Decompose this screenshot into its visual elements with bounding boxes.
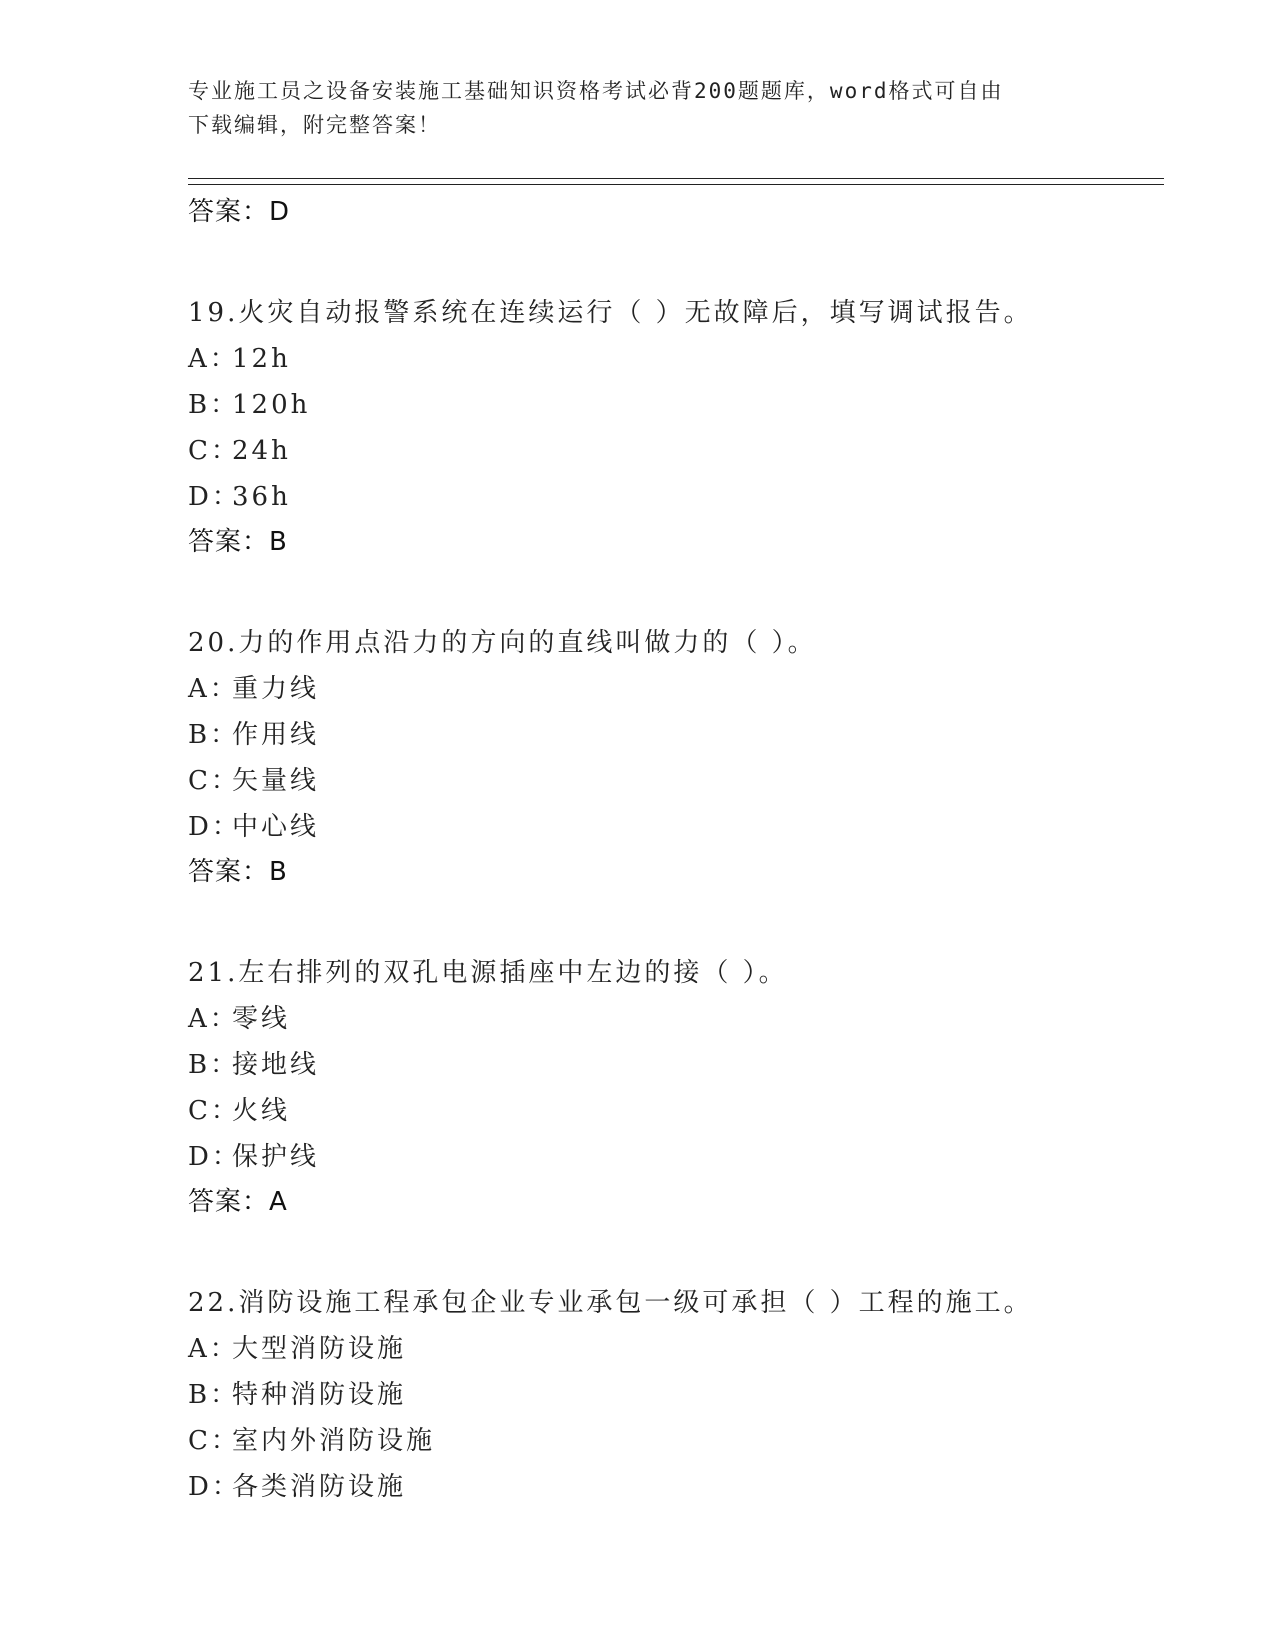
option-key: D： [188, 1472, 241, 1502]
option-text: 室内外消防设施 [232, 1426, 436, 1456]
option-b [188, 1042, 1164, 1088]
document-header [188, 74, 1088, 142]
question-item [188, 1280, 1164, 1510]
option-d [188, 1134, 1164, 1180]
option-key: C： [188, 766, 240, 796]
spacer [188, 564, 1164, 620]
option-c [188, 1088, 1164, 1134]
option-d [188, 804, 1164, 850]
option-text: 特种消防设施 [232, 1380, 407, 1410]
answer-line: 答案：A [188, 1187, 288, 1217]
option-key: A： [188, 344, 239, 374]
option-text: 12h [232, 344, 291, 374]
option-key: C： [188, 1426, 240, 1456]
option-b [188, 712, 1164, 758]
option-text: 重力线 [232, 674, 320, 704]
option-a [188, 1326, 1164, 1372]
question-list [188, 190, 1164, 1510]
answer-line: 答案：B [188, 857, 288, 887]
spacer [188, 894, 1164, 950]
option-key: B： [188, 1380, 240, 1410]
option-text: 保护线 [232, 1142, 320, 1172]
option-key: D： [188, 812, 241, 842]
option-text: 中心线 [232, 812, 320, 842]
question-text: 19.火灾自动报警系统在连续运行（ ）无故障后，填写调试报告。 [188, 298, 1033, 328]
option-a [188, 666, 1164, 712]
option-d [188, 474, 1164, 520]
question-item [188, 620, 1164, 894]
spacer [188, 234, 1164, 290]
option-key: B： [188, 1050, 240, 1080]
option-key: D： [188, 1142, 241, 1172]
option-b [188, 382, 1164, 428]
option-key: B： [188, 720, 240, 750]
question-text: 20.力的作用点沿力的方向的直线叫做力的（ ）。 [188, 628, 817, 658]
header-double-rule [188, 178, 1164, 185]
option-text: 120h [232, 390, 311, 420]
spacer [188, 1224, 1164, 1280]
option-text: 零线 [232, 1004, 291, 1034]
option-key: C： [188, 1096, 240, 1126]
option-key: A： [188, 1004, 239, 1034]
option-a [188, 336, 1164, 382]
answer-line: 答案：B [188, 527, 288, 557]
header-title-line-2: 下载编辑，附完整答案！ [188, 113, 441, 137]
option-d [188, 1464, 1164, 1510]
option-text: 矢量线 [232, 766, 320, 796]
question-item [188, 950, 1164, 1224]
option-c [188, 758, 1164, 804]
option-key: A： [188, 674, 239, 704]
option-key: B： [188, 390, 240, 420]
option-c [188, 1418, 1164, 1464]
option-c [188, 428, 1164, 474]
option-text: 36h [232, 482, 291, 512]
option-text: 火线 [232, 1096, 291, 1126]
option-text: 大型消防设施 [232, 1334, 407, 1364]
header-title-line-1: 专业施工员之设备安装施工基础知识资格考试必背200题题库，word格式可自由 [188, 79, 1004, 103]
question-text: 22.消防设施工程承包企业专业承包一级可承担（ ）工程的施工。 [188, 1288, 1033, 1318]
option-text: 接地线 [232, 1050, 320, 1080]
option-b [188, 1372, 1164, 1418]
option-key: D： [188, 482, 241, 512]
option-text: 24h [232, 436, 291, 466]
option-text: 作用线 [232, 720, 320, 750]
option-text: 各类消防设施 [232, 1472, 407, 1502]
option-key: C： [188, 436, 240, 466]
option-a [188, 996, 1164, 1042]
previous-answer: 答案：D [188, 197, 291, 227]
option-key: A： [188, 1334, 239, 1364]
question-item [188, 290, 1164, 564]
question-text: 21.左右排列的双孔电源插座中左边的接（ ）。 [188, 958, 788, 988]
